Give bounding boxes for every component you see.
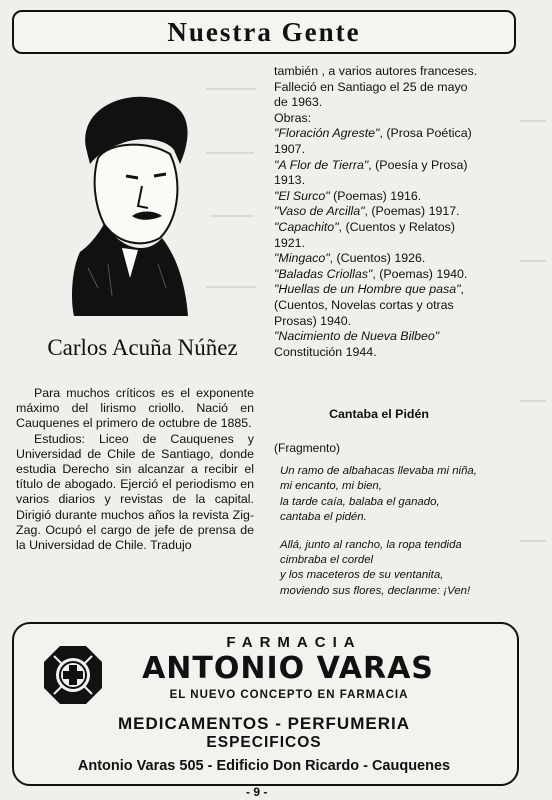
work-entry xyxy=(274,282,514,298)
poem-line: mi encanto, mi bien, xyxy=(280,480,382,493)
work-year: 1907. xyxy=(274,141,306,156)
work-entry xyxy=(274,204,514,220)
work-year: 1921. xyxy=(274,235,306,250)
work-title: "Vaso de Arcilla" xyxy=(274,204,365,219)
work-entry xyxy=(274,220,514,236)
work-detail: , (Poemas) 1917. xyxy=(364,204,460,219)
ad-services-2: ESPECIFICOS xyxy=(206,734,322,751)
poem-line: moviendo sus flores, declanme: ¡Ven! xyxy=(280,584,471,597)
bleed-mark xyxy=(206,286,256,288)
work-entry xyxy=(274,267,514,283)
work-detail: , (Poemas) 1940. xyxy=(372,266,468,281)
page-number: - 9 - xyxy=(246,785,268,799)
text-line: de 1963. xyxy=(274,95,323,110)
poem-line: cantaba el pidén. xyxy=(280,511,367,524)
work-detail: , (Cuentos) 1926. xyxy=(329,251,426,266)
ad-tagline: EL NUEVO CONCEPTO EN FARMACIA xyxy=(169,689,409,701)
work-title: "Floración Agreste" xyxy=(274,126,380,141)
section-header xyxy=(12,10,516,54)
work-entry xyxy=(274,329,514,345)
work-entry xyxy=(274,126,514,142)
poem-note: (Fragmento) xyxy=(274,441,341,455)
work-detail: , (Prosa Poética) xyxy=(379,126,472,141)
works-column xyxy=(274,64,514,360)
stanza-gap xyxy=(280,526,525,538)
work-title: "El Surco" xyxy=(274,188,330,203)
work-detail-line: (Cuentos, Novelas cortas y otras xyxy=(274,297,454,312)
bleed-mark xyxy=(520,400,546,402)
work-title: "Huellas de un Hombre que pasa" xyxy=(274,282,461,297)
text-line: también , a varios autores franceses. xyxy=(274,64,478,78)
bleed-mark xyxy=(520,260,546,262)
work-entry xyxy=(274,189,514,205)
bio-paragraph: Estudios: Liceo de Cauquenes y Universidad de Chile de Santiago, donde estudia Derecho sin alcanzar a recibir el título de abogado. Ejerció el periodismo en varios diarios y revistas de la capital. Dirigió durante muchos años la revista Zig-Zag. Ocupó el cargo de jefe de prensa de la Universidad de Chile. Tradujo xyxy=(16,431,254,553)
poem-title: Cantaba el Pidén xyxy=(329,407,429,421)
poem-line: Un ramo de albahacas llevaba mi niña, xyxy=(280,465,477,477)
work-detail-line: Prosas) 1940. xyxy=(274,313,352,328)
portrait-illustration xyxy=(68,88,198,316)
ad-business-name: ANTONIO VARAS xyxy=(142,651,434,686)
section-title: Nuestra Gente xyxy=(167,16,361,47)
work-detail: , (Cuentos y Relatos) xyxy=(338,219,455,234)
work-detail: , (Poesía y Prosa) xyxy=(368,157,468,172)
work-title: "Capachito" xyxy=(274,219,339,234)
work-entry xyxy=(274,158,514,174)
ad-label: FARMACIA xyxy=(226,634,362,651)
work-detail-line: Constitución 1944. xyxy=(274,344,377,359)
poem-line: y los maceteros de su ventanita, xyxy=(280,569,444,582)
ad-services: MEDICAMENTOS - PERFUMERIA xyxy=(118,714,410,733)
work-title: "Mingaco" xyxy=(274,251,330,266)
pharmacy-advertisement xyxy=(12,622,519,786)
poem-line: cimbraba el cordel xyxy=(280,554,374,567)
biography-column xyxy=(16,386,254,553)
pharmacy-logo-icon xyxy=(42,644,104,706)
work-entry xyxy=(274,251,514,267)
poem-body xyxy=(280,464,525,599)
poem-line: la tarde caía, balaba el ganado, xyxy=(280,495,440,508)
text-line: Falleció en Santiago el 25 de mayo xyxy=(274,79,468,94)
work-year: 1913. xyxy=(274,173,306,188)
bleed-mark xyxy=(210,215,254,217)
work-title: "Nacimiento de Nueva Bilbeo" xyxy=(274,329,440,344)
portrait-caption: Carlos Acuña Núñez xyxy=(47,335,238,360)
works-label: Obras: xyxy=(274,110,312,125)
bleed-mark xyxy=(520,120,546,122)
bio-paragraph: Para muchos críticos es el exponente máximo del lirismo criollo. Nació en Cauquenes el primero de octubre de 1885. xyxy=(16,386,254,431)
work-title: "Baladas Criollas" xyxy=(274,266,373,281)
poem-line: Allá, junto al rancho, la ropa tendida xyxy=(280,538,462,551)
work-detail: (Poemas) 1916. xyxy=(329,188,422,203)
bleed-mark xyxy=(206,88,256,90)
bleed-mark xyxy=(206,152,254,154)
ad-address: Antonio Varas 505 - Edificio Don Ricardo - Cauquenes xyxy=(77,758,451,774)
work-detail: , xyxy=(460,282,464,297)
work-title: "A Flor de Tierra" xyxy=(274,157,369,172)
